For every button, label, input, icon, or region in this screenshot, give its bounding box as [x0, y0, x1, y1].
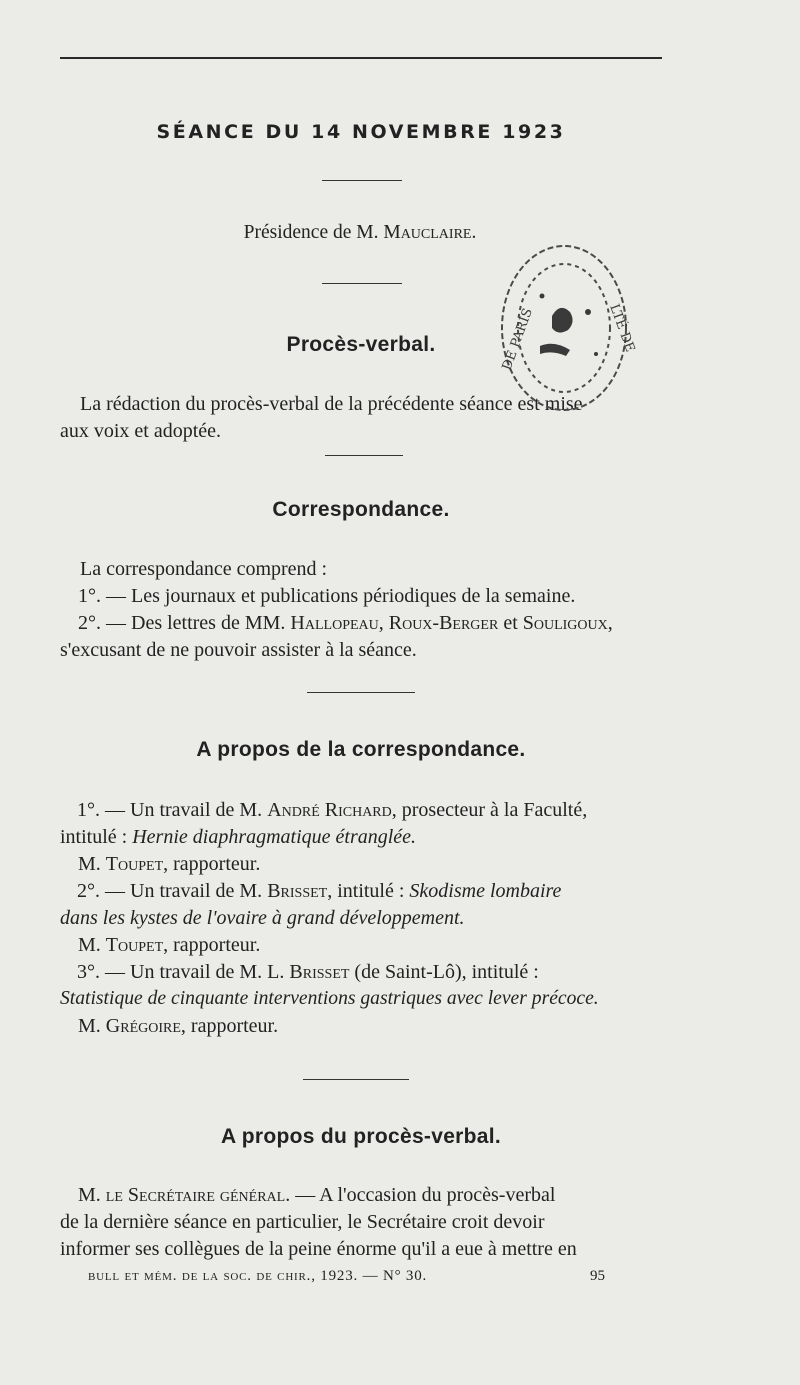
stamp-text-left: DE PARIS — [499, 306, 536, 373]
section-heading-proces-verbal: Procès-verbal. — [286, 333, 436, 356]
paragraph-line: informer ses collègues de la peine énorme qu'il a eue à mettre en — [60, 1238, 577, 1260]
paragraph-line: dans les kystes de l'ovaire à grand développement. — [60, 907, 465, 929]
footer-citation: bull et mém. de la soc. de chir., 1923. — N° 30. — [88, 1268, 428, 1284]
divider — [322, 283, 402, 284]
divider — [303, 1079, 409, 1080]
president-name: Mauclaire — [383, 222, 472, 243]
divider — [322, 180, 402, 181]
presidence-line: Présidence de M. Mauclaire. — [243, 222, 477, 243]
list-item: 3°. — Un travail de M. L. Brisset (de Saint-Lô), intitulé : — [77, 961, 539, 983]
top-rule — [60, 57, 662, 59]
page-number: 95 — [590, 1268, 605, 1284]
paragraph-line: intitulé : Hernie diaphragmatique étranglée. — [60, 826, 417, 848]
divider — [325, 455, 403, 456]
rapporteur-line: M. Toupet, rapporteur. — [78, 853, 261, 875]
divider — [307, 692, 415, 693]
section-heading-correspondance: Correspondance. — [272, 498, 450, 521]
list-item: 1°. — Les journaux et publications périodiques de la semaine. — [78, 585, 576, 607]
section-heading-apropos-correspondance: A propos de la correspondance. — [196, 738, 526, 761]
stamp-text-right: LTÉ DE — [606, 302, 638, 355]
paragraph-line: s'excusant de ne pouvoir assister à la séance. — [60, 639, 417, 661]
rapporteur-line: M. Grégoire, rapporteur. — [78, 1015, 279, 1037]
rapporteur-line: M. Toupet, rapporteur. — [78, 934, 261, 956]
paragraph-line: Statistique de cinquante interventions gastriques avec lever précoce. — [60, 988, 599, 1009]
paragraph-line: de la dernière séance en particulier, le Secrétaire croit devoir — [60, 1211, 545, 1233]
page-title: SÉANCE DU 14 NOVEMBRE 1923 — [156, 121, 566, 143]
list-item: 2°. — Un travail de M. Brisset, intitulé : Skodisme lombaire — [77, 880, 562, 902]
paragraph-line: La rédaction du procès-verbal de la précédente séance est mise — [80, 393, 583, 415]
list-item: 2°. — Des lettres de MM. Hallopeau, Roux-Berger et Souligoux, — [78, 612, 613, 634]
paragraph-line: La correspondance comprend : — [80, 558, 328, 580]
section-heading-apropos-proces-verbal: A propos du procès-verbal. — [220, 1125, 502, 1148]
library-stamp-icon — [492, 236, 642, 421]
paragraph-line: M. le Secrétaire général. — A l'occasion du procès-verbal — [78, 1184, 556, 1206]
list-item: 1°. — Un travail de M. André Richard, prosecteur à la Faculté, — [77, 799, 588, 821]
paragraph-line: aux voix et adoptée. — [60, 420, 222, 442]
